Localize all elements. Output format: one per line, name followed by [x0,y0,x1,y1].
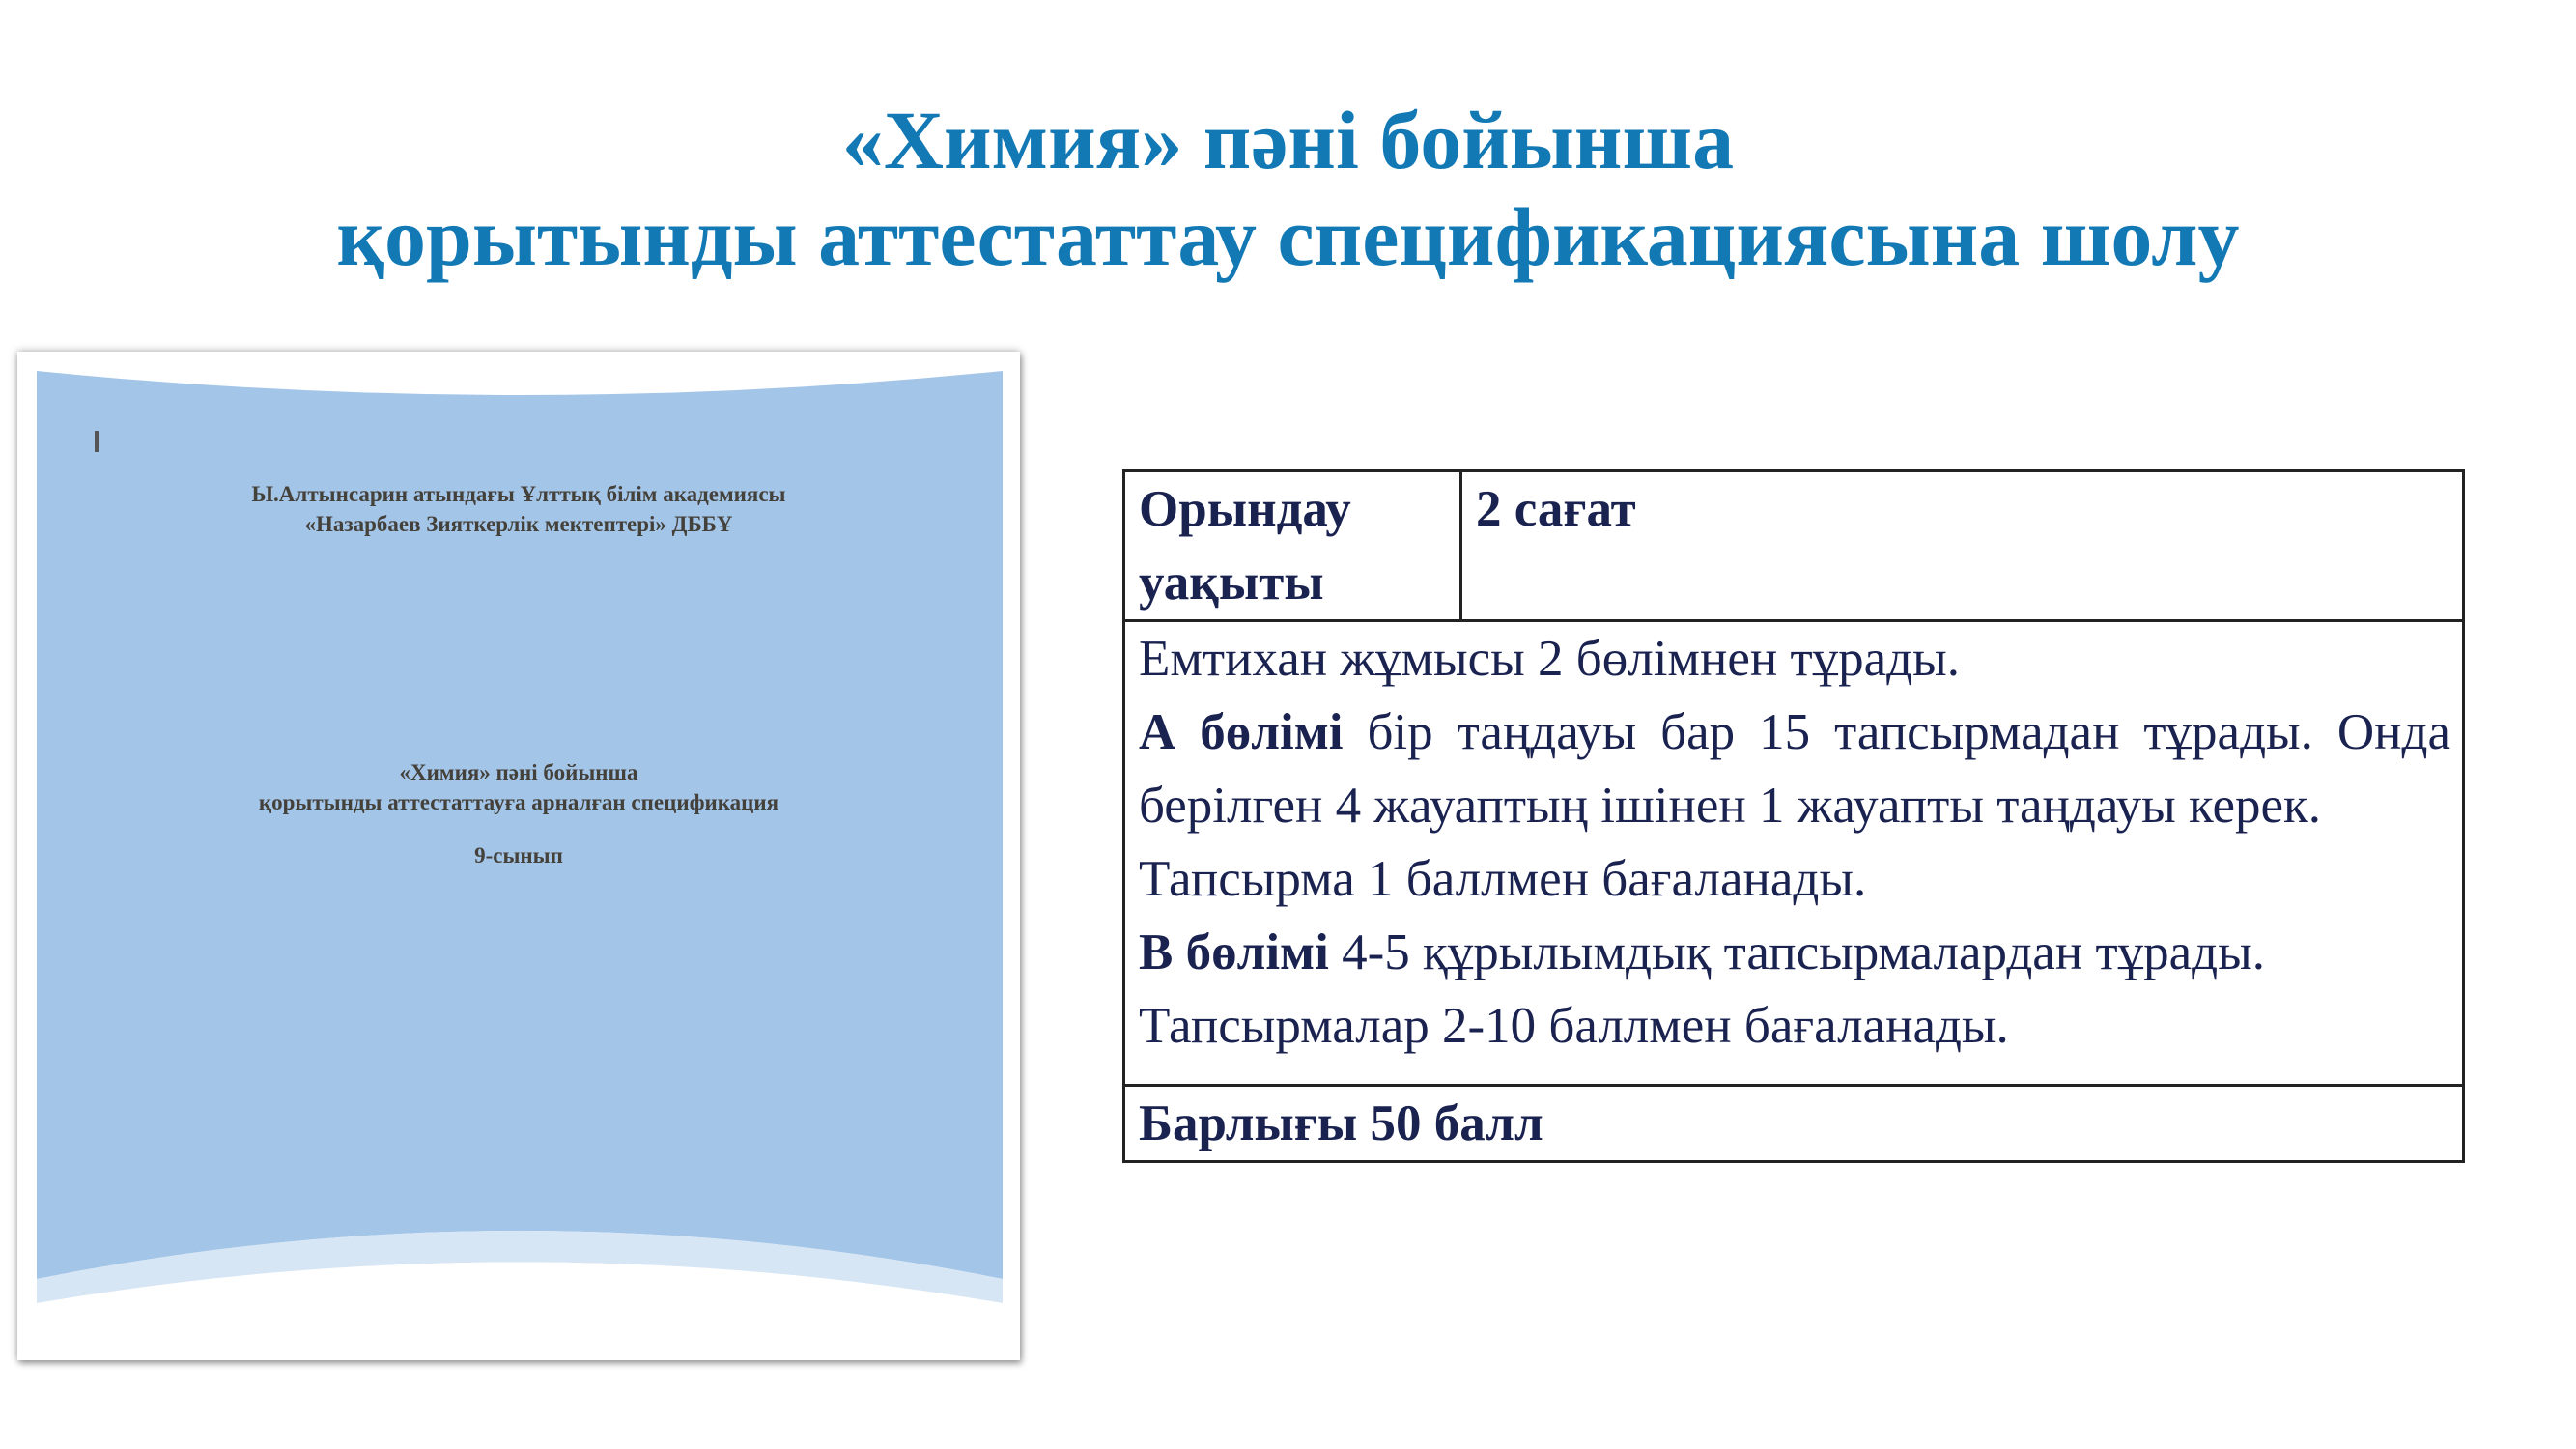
cover-org-line2: «Назарбаев Зияткерлік мектептері» ДББҰ [304,512,733,536]
part-b-text: 4-5 құрылымдық тапсырмалардан тұрады. [1328,924,2265,980]
cover-doc-line2: қорытынды аттестаттауға арналған спецификация [258,790,779,814]
part-a-label: А бөлімі [1139,704,1344,760]
slide-title [0,92,2576,285]
description-cell [1124,621,2464,1086]
total-cell: Барлығы 50 балл [1124,1086,2464,1162]
specification-table [1122,469,2465,1163]
slide-title-line2: қорытынды аттестаттау спецификациясына шолу [336,190,2240,283]
cover-grade: 9-сынып [474,843,563,867]
time-value-cell: 2 сағат [1461,471,2464,621]
cover-org-line1: Ы.Алтынсарин атындағы Ұлттық білім академиясы [251,482,786,506]
time-label-cell [1124,471,1461,621]
description-intro: Емтихан жұмысы 2 бөлімнен тұрады. [1139,631,1960,687]
cover-doc-line1: «Химия» пәні бойынша [399,760,638,784]
part-b-paragraph [1139,916,2450,989]
table-row-description [1124,621,2464,1086]
slide-title-line1: «Химия» пәні бойынша [841,94,1735,186]
time-label-line2: уақыты [1139,554,1324,611]
part-a-paragraph [1139,696,2450,842]
part-a-score: Тапсырма 1 баллмен бағаланады. [1139,851,1867,907]
cover-mark [95,431,99,452]
table-row-total [1124,1086,2464,1162]
time-label-line1: Орындау [1139,481,1351,537]
part-b-score: Тапсырмалар 2-10 баллмен бағаланады. [1139,998,2009,1054]
table-row-time [1124,471,2464,621]
specification-cover-image [17,352,1020,1360]
part-b-label: В бөлімі [1139,924,1329,980]
part-a-text: бір таңдауы бар 15 тапсырмадан тұрады. Онда берілген 4 жауаптың ішінен 1 жауапты таңдауы керек. [1139,704,2450,834]
cover-organization [17,479,1020,539]
cover-document-title [17,757,1020,870]
